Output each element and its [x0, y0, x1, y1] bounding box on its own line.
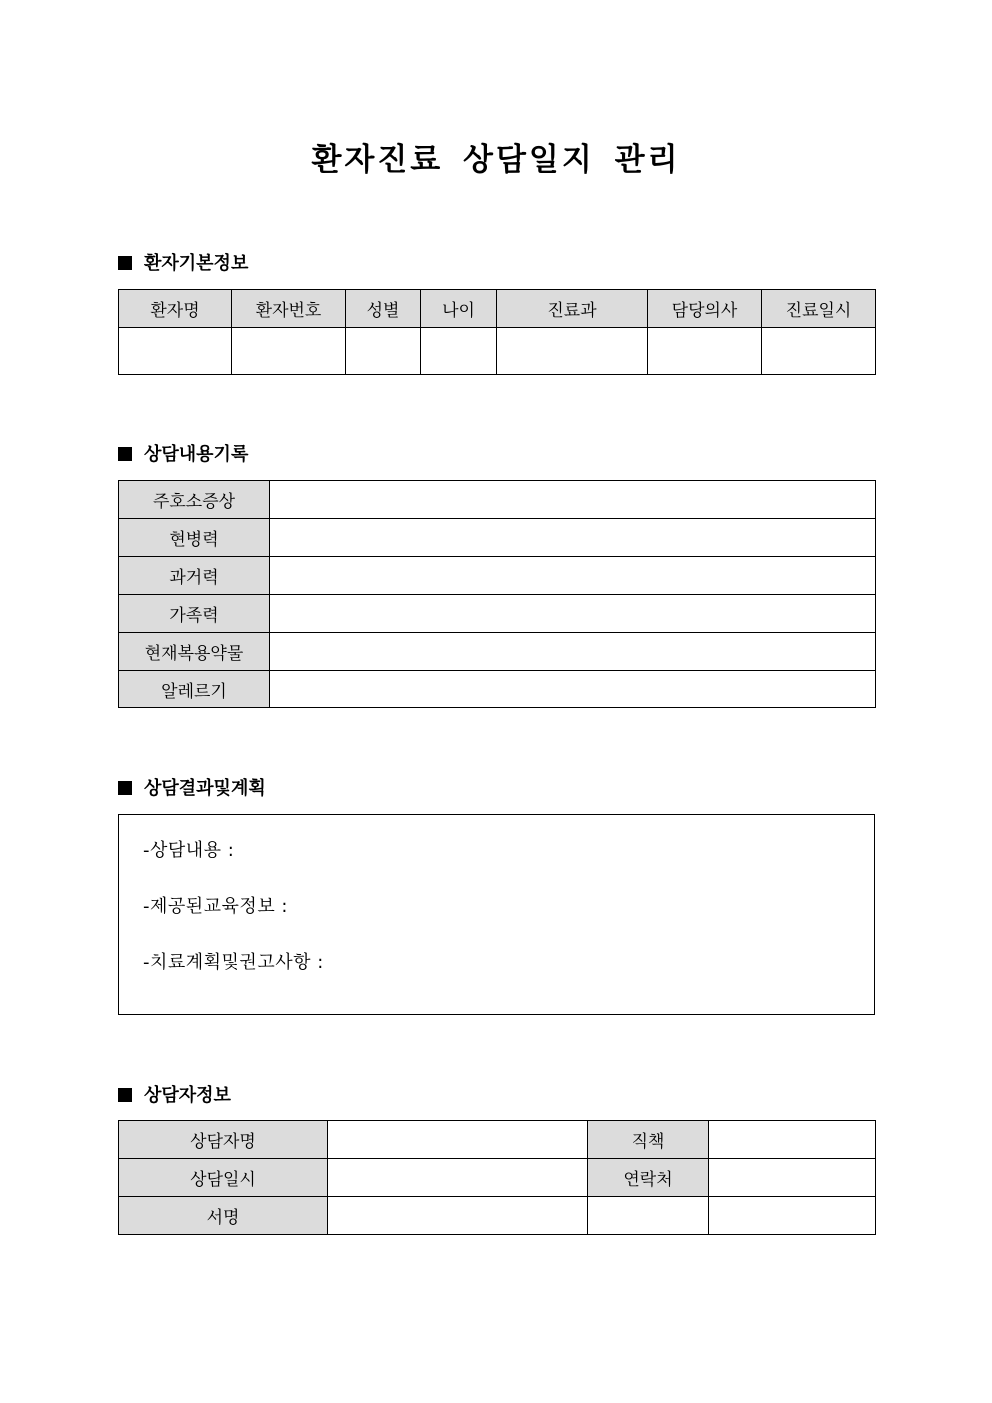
- section-heading-label: 상담결과및계획: [144, 778, 266, 799]
- allergy-field[interactable]: [270, 671, 876, 708]
- age-field[interactable]: [421, 328, 497, 375]
- header-department: 진료과: [497, 290, 648, 328]
- counselor-info-table: [118, 1120, 876, 1235]
- table-row: [119, 1197, 876, 1235]
- gender-field[interactable]: [346, 328, 421, 375]
- patient-name-field[interactable]: [119, 328, 232, 375]
- contact-field[interactable]: [709, 1159, 876, 1197]
- label-allergy: 알레르기: [119, 671, 270, 708]
- counselor-name-field[interactable]: [328, 1121, 588, 1159]
- present-illness-field[interactable]: [270, 519, 876, 557]
- label-counselor-name: 상담자명: [119, 1121, 328, 1159]
- table-header-row: [119, 290, 876, 328]
- section-heading-label: 상담내용기록: [144, 444, 249, 465]
- header-visit-date: 진료일시: [762, 290, 876, 328]
- label-present-illness: 현병력: [119, 519, 270, 557]
- page-title: 환자진료 상담일지 관리: [311, 142, 681, 178]
- consult-date-field[interactable]: [328, 1159, 588, 1197]
- visit-date-field[interactable]: [762, 328, 876, 375]
- table-row: [119, 633, 876, 671]
- family-history-field[interactable]: [270, 595, 876, 633]
- square-bullet-icon: [118, 781, 132, 795]
- department-field[interactable]: [497, 328, 648, 375]
- consult-content-line: -상담내용 :: [143, 840, 235, 861]
- square-bullet-icon: [118, 1088, 132, 1102]
- table-row: [119, 328, 876, 375]
- header-gender: 성별: [346, 290, 421, 328]
- label-consult-date: 상담일시: [119, 1159, 328, 1197]
- header-patient-number: 환자번호: [232, 290, 346, 328]
- label-past-history: 과거력: [119, 557, 270, 595]
- section-heading-result: [118, 777, 266, 801]
- table-row: [119, 557, 876, 595]
- patient-number-field[interactable]: [232, 328, 346, 375]
- education-info-line: -제공된교육정보 :: [143, 896, 288, 917]
- table-row: [119, 595, 876, 633]
- table-row: [119, 481, 876, 519]
- header-doctor: 담당의사: [648, 290, 762, 328]
- patient-info-table: [118, 289, 876, 375]
- label-signature: 서명: [119, 1197, 328, 1235]
- section-heading-counselor: [118, 1084, 231, 1108]
- chief-complaint-field[interactable]: [270, 481, 876, 519]
- label-current-medication: 현재복용약물: [119, 633, 270, 671]
- treatment-plan-line: -치료계획및권고사항 :: [143, 952, 324, 973]
- header-age: 나이: [421, 290, 497, 328]
- table-row: [119, 519, 876, 557]
- empty-cell: [588, 1197, 709, 1235]
- square-bullet-icon: [118, 447, 132, 461]
- table-row: [119, 1121, 876, 1159]
- result-plan-box[interactable]: [118, 814, 875, 1015]
- empty-cell: [709, 1197, 876, 1235]
- table-row: [119, 671, 876, 708]
- doctor-field[interactable]: [648, 328, 762, 375]
- square-bullet-icon: [118, 256, 132, 270]
- signature-field[interactable]: [328, 1197, 588, 1235]
- section-heading-label: 환자기본정보: [144, 253, 249, 274]
- section-heading-consult: [118, 443, 248, 467]
- label-chief-complaint: 주호소증상: [119, 481, 270, 519]
- header-patient-name: 환자명: [119, 290, 232, 328]
- position-field[interactable]: [709, 1121, 876, 1159]
- past-history-field[interactable]: [270, 557, 876, 595]
- current-medication-field[interactable]: [270, 633, 876, 671]
- table-row: [119, 1159, 876, 1197]
- label-contact: 연락처: [588, 1159, 709, 1197]
- section-heading-patient: [118, 252, 248, 276]
- label-position: 직책: [588, 1121, 709, 1159]
- consult-record-table: [118, 480, 876, 708]
- label-family-history: 가족력: [119, 595, 270, 633]
- section-heading-label: 상담자정보: [144, 1085, 231, 1106]
